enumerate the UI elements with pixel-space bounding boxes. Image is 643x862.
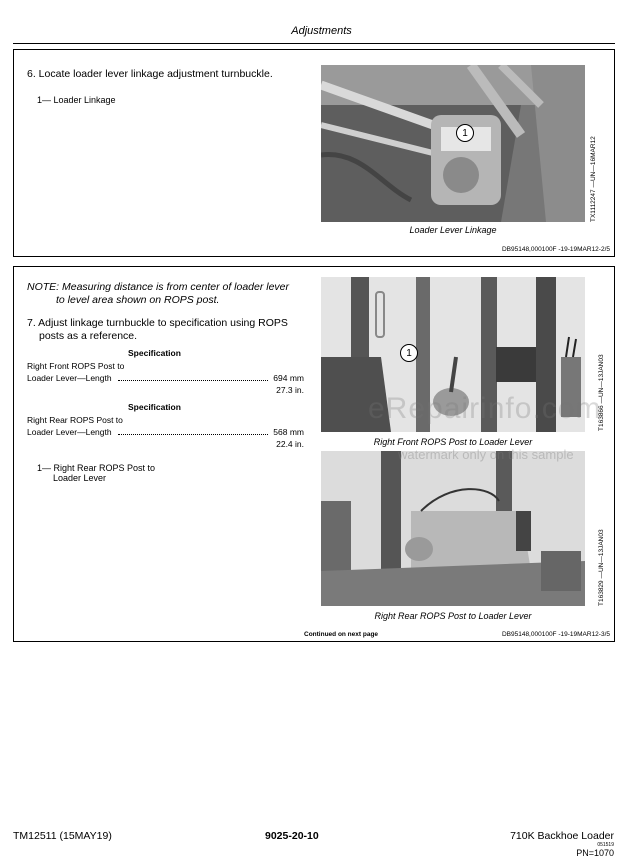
- callout-circle-1: 1: [456, 124, 474, 142]
- step-7-line-1: 7. Adjust linkage turnbuckle to specification using ROPS: [27, 317, 288, 329]
- page-header-title: Adjustments: [291, 25, 352, 37]
- note-line-1: NOTE: Measuring distance is from center of loader lever: [27, 281, 290, 293]
- footer-page-number: 9025-20-10: [265, 830, 319, 842]
- callout-loader-linkage: 1— Loader Linkage: [37, 95, 116, 105]
- footer-pn: PN=1070: [576, 848, 614, 858]
- step-7-line-2: posts as a reference.: [39, 330, 138, 342]
- footer-manual-id: TM12511 (15MAY19): [13, 830, 112, 842]
- figure-2-id: T163866 —UN—13JAN03: [598, 354, 605, 431]
- watermark-sub: watermark only on this sample: [398, 447, 574, 462]
- continued-note: Continued on next page: [304, 631, 379, 638]
- spec-1-value-in: 27.3 in.: [276, 385, 304, 395]
- spec-2-value-in: 22.4 in.: [276, 439, 304, 449]
- watermark-main: eRepairinfo.com: [368, 392, 602, 425]
- footer-small-code: 051519: [597, 842, 614, 848]
- note-line-2: to level area shown on ROPS post.: [56, 294, 220, 306]
- spec-1-value-mm: 694 mm: [273, 373, 304, 383]
- figure-1-caption: Loader Lever Linkage: [409, 225, 497, 235]
- spec-2-value-mm: 568 mm: [273, 427, 304, 437]
- callout-circle-rops-1: 1: [400, 344, 418, 362]
- spec-2-label-line-2: Loader Lever—Length: [27, 427, 112, 437]
- spec-1-heading: Specification: [128, 348, 181, 358]
- loader-lever-linkage-photo: [321, 65, 585, 222]
- figure-3-id: T163829 —UN—13JAN03: [598, 529, 605, 606]
- right-rear-rops-photo: [321, 451, 585, 606]
- header-rule: [13, 43, 615, 44]
- spec-1-label-line-2: Loader Lever—Length: [27, 373, 112, 383]
- callout-rops-line-2: Loader Lever: [53, 473, 107, 483]
- spec-2-label-line-1: Right Rear ROPS Post to: [27, 415, 123, 425]
- figure-2-caption: Right Front ROPS Post to Loader Lever: [373, 437, 533, 447]
- spec-1-label-line-1: Right Front ROPS Post to: [27, 361, 125, 371]
- footer-model: 710K Backhoe Loader: [510, 830, 614, 842]
- section-2-ref: DB95148,000100F -19-19MAR12-3/5: [501, 631, 610, 638]
- spec-2-heading: Specification: [128, 402, 181, 412]
- section-1-ref: DB95148,000100F -19-19MAR12-2/5: [501, 246, 610, 253]
- callout-rops-line-1: 1— Right Rear ROPS Post to: [37, 463, 156, 473]
- figure-3-caption: Right Rear ROPS Post to Loader Lever: [374, 611, 532, 621]
- step-6-text: 6. Locate loader lever linkage adjustment turnbuckle.: [27, 68, 273, 80]
- figure-1-id: TX1112247 —UN—16MAR12: [590, 136, 597, 222]
